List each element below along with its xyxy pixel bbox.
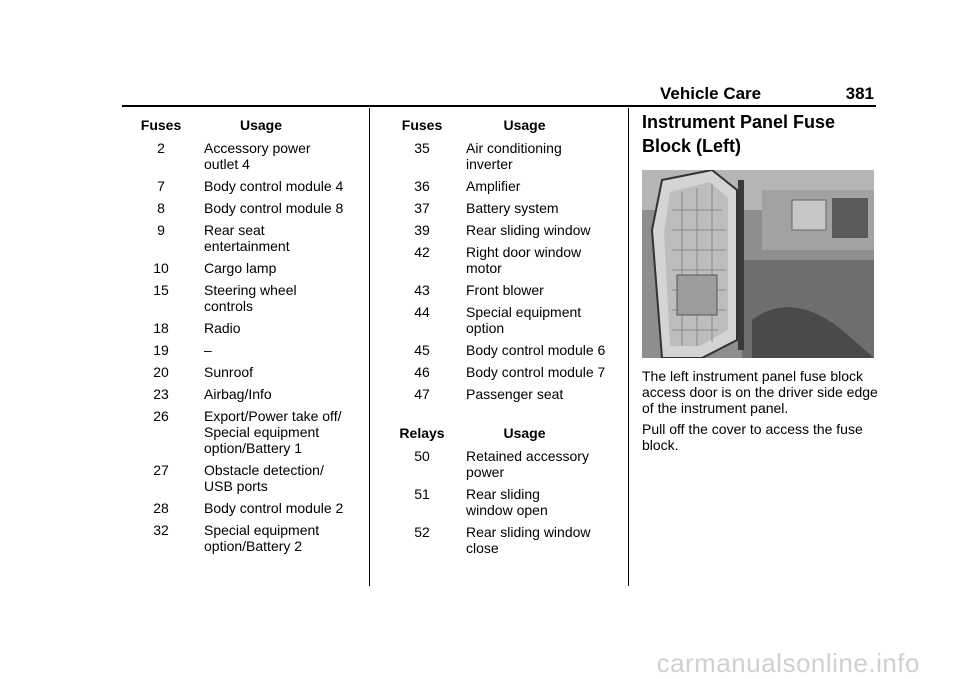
fuse-usage: Export/Power take off/ Special equipment option/Battery 1 (204, 408, 342, 456)
fuse-number: 19 (153, 342, 169, 358)
table-header (390, 425, 625, 442)
column-header-usage: Usage (503, 117, 546, 133)
fuse-number: 23 (153, 386, 169, 402)
table-row (130, 200, 360, 216)
table-row (130, 222, 360, 254)
table-row (130, 320, 360, 336)
fuse-usage: Obstacle detection/ USB ports (204, 462, 324, 494)
table-row (390, 244, 625, 276)
page-header (0, 0, 960, 110)
fuse-number: 43 (414, 282, 430, 298)
paragraph-pull-cover: Pull off the cover to access the fuse block. (642, 421, 863, 453)
fuse-usage: Accessory power outlet 4 (204, 140, 311, 172)
fuse-number: 20 (153, 364, 169, 380)
fuse-usage: Retained accessory power (466, 448, 589, 480)
fuse-number: 10 (153, 260, 169, 276)
table-row (390, 222, 625, 238)
watermark: carmanualsonline.info (656, 648, 920, 678)
fuse-number: 45 (414, 342, 430, 358)
fuse-usage: Body control module 6 (466, 342, 606, 358)
fuse-number: 8 (157, 200, 165, 216)
fuse-usage: Amplifier (466, 178, 521, 194)
table-row (130, 282, 360, 314)
table-row (390, 386, 625, 402)
fuse-number: 7 (157, 178, 165, 194)
fuse-number: 37 (414, 200, 430, 216)
header-rule (122, 105, 876, 107)
subsection-title: Instrument Panel Fuse Block (Left) (642, 112, 836, 156)
table-body (130, 140, 360, 554)
table-row (390, 140, 625, 172)
relay-table (390, 425, 625, 562)
fuse-number: 36 (414, 178, 430, 194)
fuse-usage: Air conditioning inverter (466, 140, 562, 172)
fuse-usage: Airbag/Info (204, 386, 272, 402)
fuse-number: 26 (153, 408, 169, 424)
table-row (390, 282, 625, 298)
table-row (390, 342, 625, 358)
fuse-number: 51 (414, 486, 430, 502)
fuse-number: 44 (414, 304, 430, 320)
table-row (390, 448, 625, 480)
table-row (390, 486, 625, 518)
fuse-usage: Steering wheel controls (204, 282, 297, 314)
table-row (130, 462, 360, 494)
fuse-number: 35 (414, 140, 430, 156)
table-row (390, 200, 625, 216)
fuse-usage: Passenger seat (466, 386, 564, 402)
fuse-usage: Battery system (466, 200, 559, 216)
column-header-relays: Relays (399, 425, 445, 441)
column-header-usage: Usage (503, 425, 546, 441)
fuse-number: 15 (153, 282, 169, 298)
page-number: 381 (845, 84, 874, 103)
column-header-usage: Usage (239, 117, 283, 133)
fuse-usage: Cargo lamp (204, 260, 277, 276)
fuse-number: 42 (414, 244, 430, 260)
table-row (130, 408, 360, 456)
fuse-usage: Body control module 7 (466, 364, 606, 380)
fuse-usage: Radio (204, 320, 241, 336)
fuse-number: 28 (153, 500, 169, 516)
fuse-usage: Body control module 4 (204, 178, 344, 194)
table-header (390, 117, 625, 134)
fuse-block-illustration (642, 170, 874, 358)
fuse-number: 27 (153, 462, 169, 478)
table-row (390, 178, 625, 194)
fuse-usage: Rear sliding window close (466, 524, 591, 556)
fuse-number: 52 (414, 524, 430, 540)
table-row (130, 386, 360, 402)
fuse-table-middle (390, 117, 625, 408)
table-row (130, 364, 360, 380)
fuse-usage: – (204, 342, 212, 358)
fuse-number: 50 (414, 448, 430, 464)
table-row (130, 140, 360, 172)
fuse-block-photo (642, 170, 874, 358)
paragraph-access-door: The left instrument panel fuse block access door is on the driver side edge of the instrument panel. (642, 368, 878, 416)
fuse-usage: Body control module 8 (204, 200, 344, 216)
fuse-usage: Sunroof (204, 364, 254, 380)
fuse-usage: Body control module 2 (204, 500, 344, 516)
fuse-usage: Rear sliding window open (466, 486, 548, 518)
table-body (390, 140, 625, 402)
table-row (390, 524, 625, 556)
fuse-usage: Special equipment option/Battery 2 (204, 522, 320, 554)
table-row (390, 364, 625, 380)
table-header (130, 117, 360, 134)
fuse-usage: Front blower (466, 282, 544, 298)
fuse-usage: Special equipment option (466, 304, 582, 336)
section-title: Vehicle Care (660, 84, 762, 103)
table-row (390, 304, 625, 336)
table-row (130, 178, 360, 194)
fuse-number: 47 (414, 386, 430, 402)
fuse-number: 2 (157, 140, 165, 156)
table-body (390, 448, 625, 556)
fuse-number: 46 (414, 364, 430, 380)
table-row (130, 260, 360, 276)
fuse-usage: Right door window motor (466, 244, 582, 276)
column-header-fuses: Fuses (401, 117, 443, 133)
fuse-number: 39 (414, 222, 430, 238)
fuse-number: 32 (153, 522, 169, 538)
fuse-table-left (130, 117, 360, 560)
fuse-number: 18 (153, 320, 169, 336)
table-row (130, 522, 360, 554)
fuse-usage: Rear seat entertainment (204, 222, 290, 254)
table-row (130, 500, 360, 516)
fuse-usage: Rear sliding window (466, 222, 591, 238)
fuse-number: 9 (157, 222, 165, 238)
column-header-fuses: Fuses (140, 117, 182, 133)
table-row (130, 342, 360, 358)
